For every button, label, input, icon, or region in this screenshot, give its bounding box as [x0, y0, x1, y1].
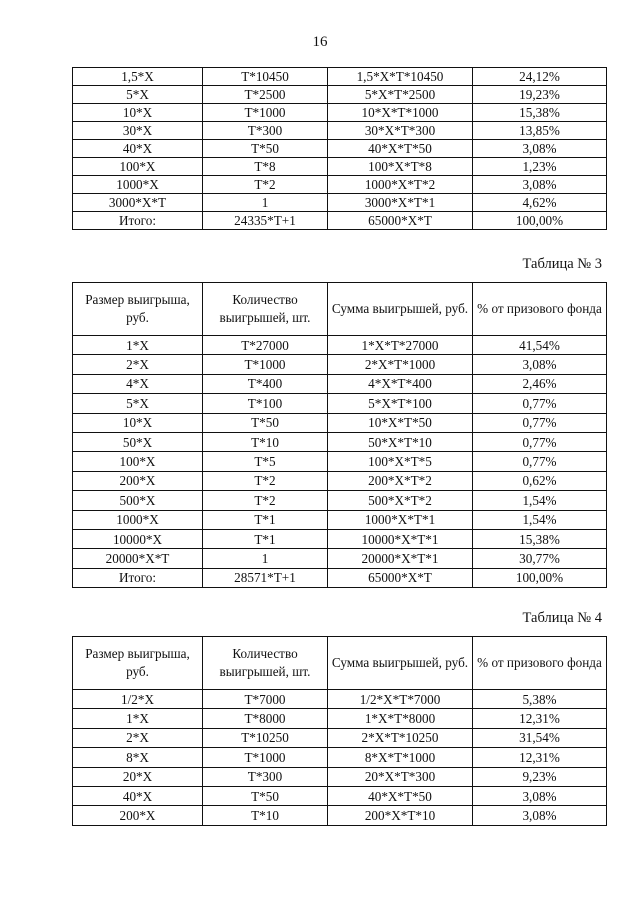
table-row — [73, 452, 607, 471]
table-cell: 5*X*T*100 — [328, 394, 473, 413]
table-cell: T*100 — [203, 394, 328, 413]
table-cell: 200*X — [73, 806, 203, 825]
table-cell: 0,77% — [473, 413, 607, 432]
table-cell: 1/2*X*T*7000 — [328, 690, 473, 709]
table-cell: 2*X — [73, 728, 203, 747]
table-row — [73, 549, 607, 568]
table-row — [73, 68, 607, 86]
table-cell: 1,5*X — [73, 68, 203, 86]
table-cell: 5*X — [73, 394, 203, 413]
table-cell: 4*X*T*400 — [328, 374, 473, 393]
header-cell: Размер выигрыша, руб. — [73, 283, 203, 336]
table-cell: T*50 — [203, 786, 328, 805]
table-row — [73, 728, 607, 747]
table-row — [73, 158, 607, 176]
table-cell: 12,31% — [473, 748, 607, 767]
table-cell: T*50 — [203, 413, 328, 432]
table-cell: 1000*X — [73, 510, 203, 529]
table-row — [73, 806, 607, 825]
table-cell: 3,08% — [473, 176, 607, 194]
table-cell: T*1000 — [203, 748, 328, 767]
table-cell: 20*X*T*300 — [328, 767, 473, 786]
table-cell: T*10 — [203, 432, 328, 451]
table-cell: 5*X*T*2500 — [328, 86, 473, 104]
table-cell: 24,12% — [473, 68, 607, 86]
table-row — [73, 104, 607, 122]
table-cell: T*8000 — [203, 709, 328, 728]
header-cell: % от призового фонда — [473, 283, 607, 336]
table-cell: 500*X — [73, 491, 203, 510]
table-cell: 500*X*T*2 — [328, 491, 473, 510]
table-cell: 15,38% — [473, 104, 607, 122]
header-cell: Количество выигрышей, шт. — [203, 637, 328, 690]
table-cell: 10000*X — [73, 529, 203, 548]
table-cell: 65000*X*T — [328, 568, 473, 587]
table-cell: 5,38% — [473, 690, 607, 709]
table-cell: T*10450 — [203, 68, 328, 86]
table-cell: 3,08% — [473, 806, 607, 825]
table-cell: 20000*X*T — [73, 549, 203, 568]
table-cell: 0,62% — [473, 471, 607, 490]
table-cell: T*1000 — [203, 104, 328, 122]
table-cell: 1000*X*T*2 — [328, 176, 473, 194]
table-row — [73, 471, 607, 490]
table-cell: 31,54% — [473, 728, 607, 747]
table-cell: 100*X*T*5 — [328, 452, 473, 471]
table-cell: T*10250 — [203, 728, 328, 747]
table-cell: 4,62% — [473, 194, 607, 212]
table-cell: T*1 — [203, 510, 328, 529]
table-cell: 1*X*T*8000 — [328, 709, 473, 728]
table-cell: 10*X*T*50 — [328, 413, 473, 432]
table-cell: 1 — [203, 194, 328, 212]
table-cell: 100,00% — [473, 568, 607, 587]
table-cell: T*300 — [203, 767, 328, 786]
table-cell: 9,23% — [473, 767, 607, 786]
table-cell: 40*X — [73, 786, 203, 805]
table-cell: Итого: — [73, 568, 203, 587]
table-cell: 200*X*T*10 — [328, 806, 473, 825]
table-row — [73, 86, 607, 104]
table-row — [73, 122, 607, 140]
table-row — [73, 194, 607, 212]
table-cell: 10*X — [73, 413, 203, 432]
header-row — [73, 283, 607, 336]
table-cell: 1/2*X — [73, 690, 203, 709]
header-cell: % от призового фонда — [473, 637, 607, 690]
table-cell: 100*X*T*8 — [328, 158, 473, 176]
table-row — [73, 529, 607, 548]
table-cell: 30*X*T*300 — [328, 122, 473, 140]
table-cell: T*2 — [203, 491, 328, 510]
table-row — [73, 413, 607, 432]
table-row — [73, 212, 607, 230]
table-cell: 100,00% — [473, 212, 607, 230]
table-cell: T*10 — [203, 806, 328, 825]
table-cell: 3,08% — [473, 140, 607, 158]
header-row — [73, 637, 607, 690]
table-cell: 10000*X*T*1 — [328, 529, 473, 548]
table-cell: 12,31% — [473, 709, 607, 728]
table-cell: T*1000 — [203, 355, 328, 374]
prize-table-3 — [72, 282, 607, 588]
header-cell: Размер выигрыша, руб. — [73, 637, 203, 690]
prize-table-2 — [72, 67, 607, 230]
table-3-caption: Таблица № 3 — [522, 256, 602, 272]
table-cell: 20*X — [73, 767, 203, 786]
table-cell: T*50 — [203, 140, 328, 158]
table-row — [73, 355, 607, 374]
table-cell: 10*X — [73, 104, 203, 122]
table-cell: 2*X*T*10250 — [328, 728, 473, 747]
table-cell: T*2 — [203, 471, 328, 490]
table-cell: 1*X — [73, 709, 203, 728]
table-cell: T*400 — [203, 374, 328, 393]
table-4-caption: Таблица № 4 — [522, 610, 602, 626]
table-cell: 40*X*T*50 — [328, 140, 473, 158]
table-cell: T*1 — [203, 529, 328, 548]
table-row — [73, 568, 607, 587]
header-cell: Сумма выигрышей, руб. — [328, 637, 473, 690]
table-row — [73, 748, 607, 767]
table-cell: 3000*X*T*1 — [328, 194, 473, 212]
header-cell: Сумма выигрышей, руб. — [328, 283, 473, 336]
table-cell: 2,46% — [473, 374, 607, 393]
prize-table-4 — [72, 636, 607, 826]
table-row — [73, 491, 607, 510]
table-cell: 24335*T+1 — [203, 212, 328, 230]
table-cell: 8*X*T*1000 — [328, 748, 473, 767]
table-cell: 1 — [203, 549, 328, 568]
table-cell: 8*X — [73, 748, 203, 767]
table-cell: 200*X*T*2 — [328, 471, 473, 490]
table-row — [73, 767, 607, 786]
table-cell: 30*X — [73, 122, 203, 140]
table-cell: 0,77% — [473, 394, 607, 413]
table-cell: 1,54% — [473, 510, 607, 529]
table-cell: 20000*X*T*1 — [328, 549, 473, 568]
table-cell: 200*X — [73, 471, 203, 490]
table-row — [73, 176, 607, 194]
table-cell: 41,54% — [473, 336, 607, 355]
table-cell: 40*X — [73, 140, 203, 158]
table-row — [73, 786, 607, 805]
table-cell: 40*X*T*50 — [328, 786, 473, 805]
table-cell: 0,77% — [473, 432, 607, 451]
table-row — [73, 140, 607, 158]
table-cell: 3,08% — [473, 786, 607, 805]
table-cell: T*300 — [203, 122, 328, 140]
table-row — [73, 709, 607, 728]
table-cell: 2*X*T*1000 — [328, 355, 473, 374]
table-row — [73, 336, 607, 355]
table-cell: 1000*X*T*1 — [328, 510, 473, 529]
table-cell: 50*X — [73, 432, 203, 451]
table-cell: 3000*X*T — [73, 194, 203, 212]
table-cell: 5*X — [73, 86, 203, 104]
table-cell: 1*X*T*27000 — [328, 336, 473, 355]
table-cell: 100*X — [73, 158, 203, 176]
header-cell: Количество выигрышей, шт. — [203, 283, 328, 336]
table-row — [73, 510, 607, 529]
table-cell: 1,23% — [473, 158, 607, 176]
table-cell: 13,85% — [473, 122, 607, 140]
table-cell: T*27000 — [203, 336, 328, 355]
table-cell: 1,54% — [473, 491, 607, 510]
table-cell: 1*X — [73, 336, 203, 355]
table-cell: 50*X*T*10 — [328, 432, 473, 451]
table-row — [73, 374, 607, 393]
table-cell: T*8 — [203, 158, 328, 176]
table-row — [73, 432, 607, 451]
table-cell: 3,08% — [473, 355, 607, 374]
table-row — [73, 690, 607, 709]
table-cell: 10*X*T*1000 — [328, 104, 473, 122]
table-cell: 28571*T+1 — [203, 568, 328, 587]
table-cell: T*7000 — [203, 690, 328, 709]
table-cell: 0,77% — [473, 452, 607, 471]
table-cell: T*2 — [203, 176, 328, 194]
table-cell: 4*X — [73, 374, 203, 393]
table-cell: 19,23% — [473, 86, 607, 104]
table-cell: 65000*X*T — [328, 212, 473, 230]
table-cell: 2*X — [73, 355, 203, 374]
table-cell: 30,77% — [473, 549, 607, 568]
table-cell: T*2500 — [203, 86, 328, 104]
table-row — [73, 394, 607, 413]
page-number: 16 — [312, 34, 328, 50]
table-cell: 1,5*X*T*10450 — [328, 68, 473, 86]
table-cell: 15,38% — [473, 529, 607, 548]
table-cell: 1000*X — [73, 176, 203, 194]
table-cell: Итого: — [73, 212, 203, 230]
table-cell: 100*X — [73, 452, 203, 471]
table-cell: T*5 — [203, 452, 328, 471]
